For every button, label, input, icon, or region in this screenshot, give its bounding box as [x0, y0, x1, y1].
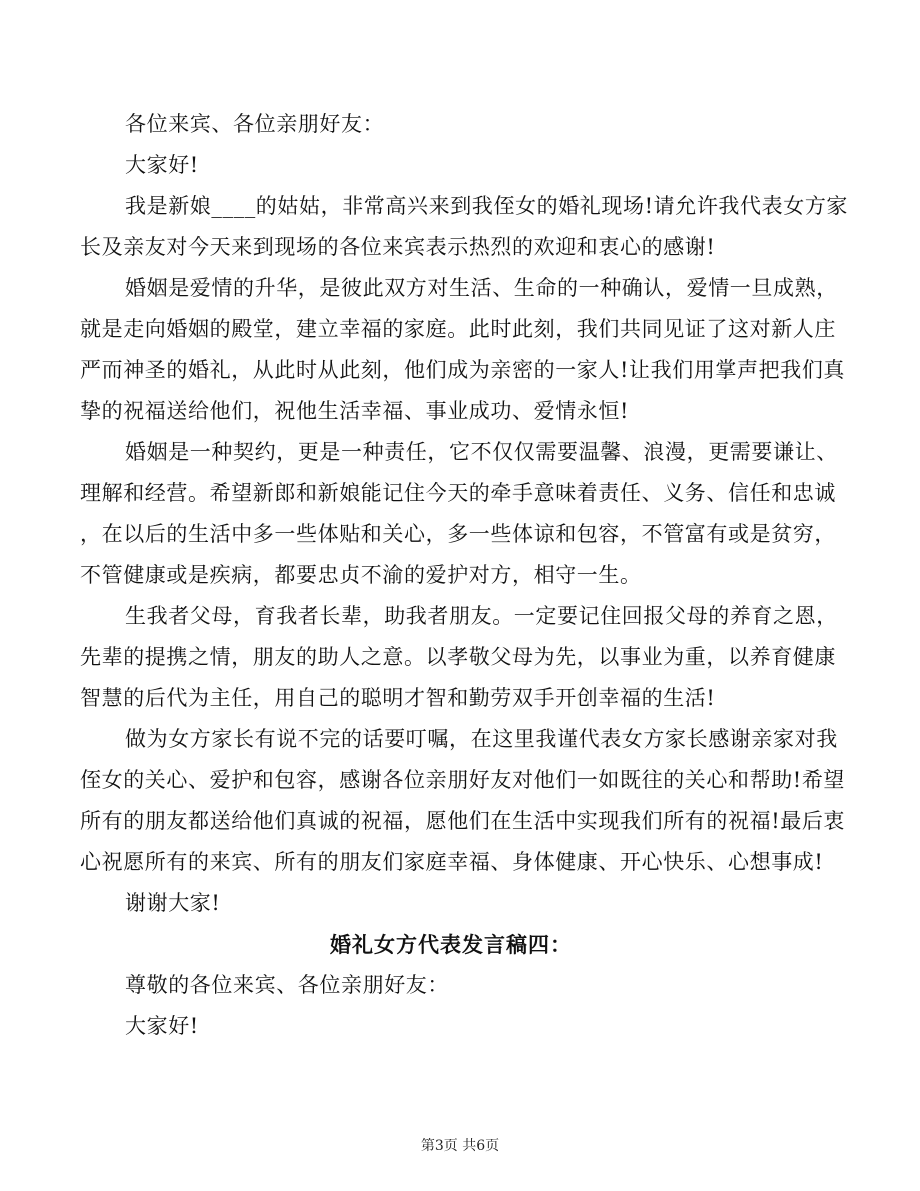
page-number-footer: 第3页 共6页	[420, 1138, 500, 1154]
paragraph-3-line-3: ，在以后的生活中多一些体贴和关心，多一些体谅和包容，不管富有或是贫穷，	[80, 522, 836, 546]
paragraph-2-line-3: 严而神圣的婚礼，从此时从此刻，他们成为亲密的一家人!让我们用掌声把我们真	[80, 358, 846, 382]
paragraph-5-line-2: 侄女的关心、爱护和包容，感谢各位亲朋好友对他们一如既往的关心和帮助!希望	[80, 768, 846, 792]
greeting-line-2: 尊敬的各位来宾、各位亲朋好友：	[125, 973, 449, 997]
hello-line: 大家好!	[125, 153, 199, 177]
paragraph-4-line-1: 生我者父母，育我者长辈，助我者朋友。一定要记住回报父母的养育之恩，	[125, 604, 838, 628]
paragraph-5-line-3: 所有的朋友都送给他们真诚的祝福，愿他们在生活中实现我们所有的祝福!最后衷	[80, 809, 846, 833]
paragraph-5	[80, 719, 846, 883]
paragraph-4-line-3: 智慧的后代为主任，用自己的聪明才智和勤劳双手开创幸福的生活!	[80, 686, 716, 710]
paragraph-4-line-2: 先辈的提携之情，朋友的助人之意。以孝敬父母为先，以事业为重，以养育健康	[80, 645, 836, 669]
paragraph-3-line-4: 不管健康或是疾病，都要忠贞不渝的爱护对方，相守一生。	[80, 563, 642, 587]
thanks-line: 谢谢大家!	[125, 891, 221, 915]
paragraph-2-line-1: 婚姻是爱情的升华，是彼此双方对生活、生命的一种确认，爱情一旦成熟，	[125, 276, 838, 300]
paragraph-1	[80, 186, 849, 268]
paragraph-4	[80, 596, 838, 719]
paragraph-5-line-1: 做为女方家长有说不完的话要叮嘱，在这里我谨代表女方家长感谢亲家对我	[125, 727, 838, 751]
paragraph-3	[80, 432, 838, 596]
paragraph-2-line-2: 就是走向婚姻的殿堂，建立幸福的家庭。此时此刻，我们共同见证了这对新人庄	[80, 317, 836, 341]
paragraph-3-line-2: 理解和经营。希望新郎和新娘能记住今天的牵手意味着责任、义务、信任和忠诚	[80, 481, 836, 505]
paragraph-2	[80, 268, 846, 432]
hello-line-2: 大家好!	[125, 1014, 199, 1038]
paragraph-3-line-1: 婚姻是一种契约，更是一种责任，它不仅仅需要温馨、浪漫，更需要谦让、	[125, 440, 838, 464]
greeting-line: 各位来宾、各位亲朋好友：	[125, 112, 385, 136]
paragraph-1-line-1: 我是新娘____的姑姑，非常高兴来到我侄女的婚礼现场!请允许我代表女方家	[125, 194, 849, 218]
paragraph-1-line-2: 长及亲友对今天来到现场的各位来宾表示热烈的欢迎和衷心的感谢!	[80, 235, 716, 259]
paragraph-5-line-4: 心祝愿所有的来宾、所有的朋友们家庭幸福、身体健康、开心快乐、心想事成!	[80, 850, 824, 874]
paragraph-2-line-4: 挚的祝福送给他们，祝他生活幸福、事业成功、爱情永恒!	[80, 399, 630, 423]
document-body	[80, 104, 849, 1047]
section-heading: 婚礼女方代表发言稿四：	[330, 932, 572, 957]
